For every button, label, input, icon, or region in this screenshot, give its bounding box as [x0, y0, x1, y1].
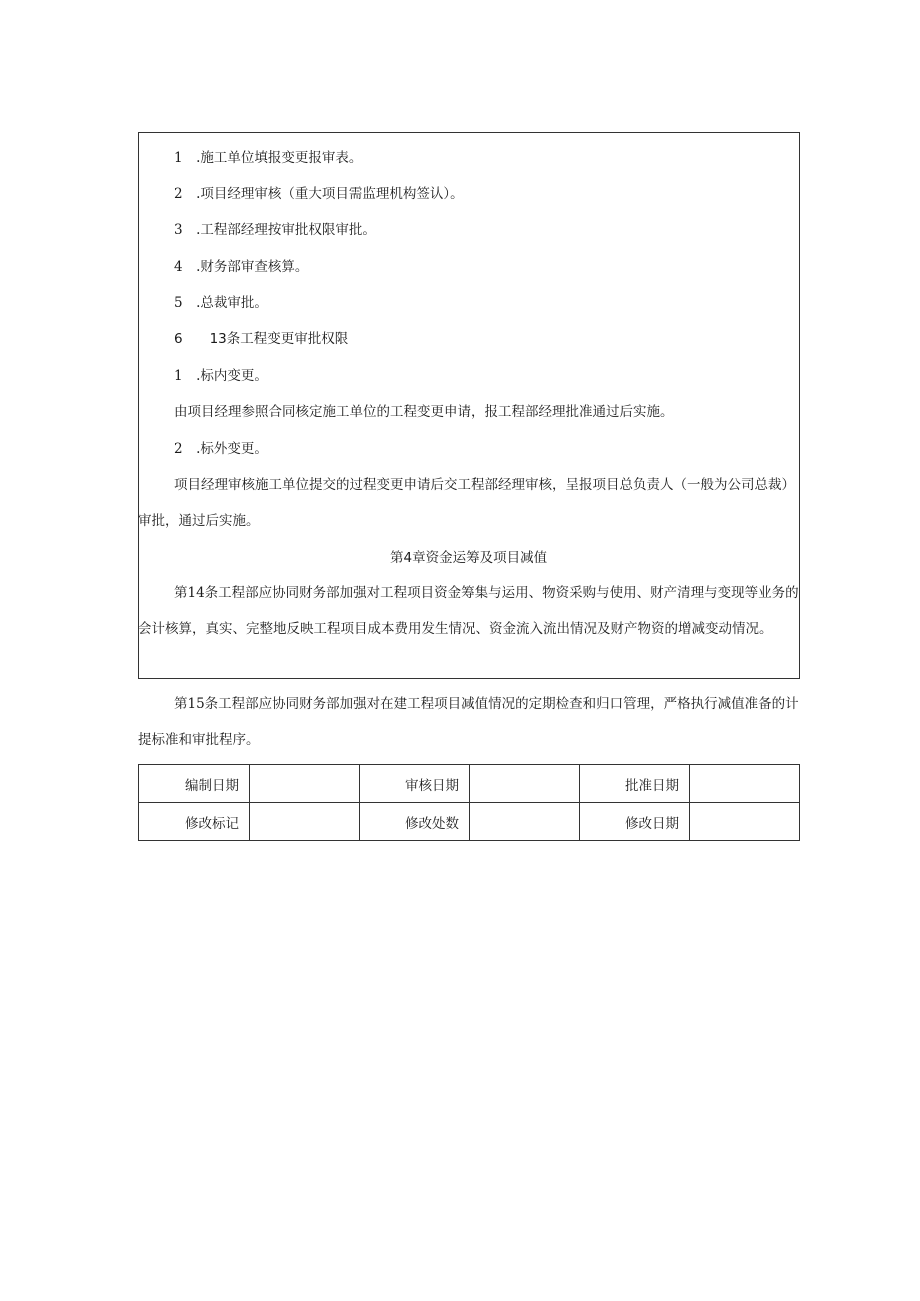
compile-date-value [250, 765, 360, 803]
revision-mark-label: 修改标记 [139, 803, 250, 841]
review-date-label: 审核日期 [360, 765, 470, 803]
compile-date-label: 编制日期 [139, 765, 250, 803]
revision-mark-value [250, 803, 360, 841]
paragraph-approval: 项目经理审核施工单位提交的过程变更申请后交工程部经理审核，呈报项目总负责人（一般为公司总裁）审批，通过后实施。 [138, 477, 795, 529]
review-date-value [470, 765, 580, 803]
approval-date-label: 批准日期 [580, 765, 690, 803]
list-item: 2 .项目经理审核（重大项目需监理机构签认）。 [174, 186, 464, 202]
list-item: 1 .标内变更。 [174, 368, 268, 384]
article-14: 第14条工程部应协同财务部加强对工程项目资金筹集与运用、物资采购与使用、财产清理与变现等业务的会计核算，真实、完整地反映工程项目成本费用发生情况、资金流入流出情况及财产物资的增减变动情况。 [138, 585, 799, 637]
revision-date-value [690, 803, 800, 841]
chapter-title: 第4章资金运筹及项目减值 [390, 550, 548, 566]
revision-table [138, 764, 800, 841]
revision-count-label: 修改处数 [360, 803, 470, 841]
list-item: 3 .工程部经理按审批权限审批。 [174, 222, 376, 238]
article-15: 第15条工程部应协同财务部加强对在建工程项目减值情况的定期检查和归口管理，严格执行减值准备的计提标准和审批程序。 [138, 696, 799, 748]
list-item: 1 .施工单位填报变更报审表。 [174, 150, 363, 166]
revision-count-value [470, 803, 580, 841]
list-item: 5 .总裁审批。 [174, 295, 268, 311]
paragraph: 由项目经理参照合同核定施工单位的工程变更申请，报工程部经理批准通过后实施。 [174, 404, 674, 420]
approval-date-value [690, 765, 800, 803]
table-row [139, 803, 800, 841]
revision-date-label: 修改日期 [580, 803, 690, 841]
list-item: 2 .标外变更。 [174, 441, 268, 457]
list-item: 4 .财务部审查核算。 [174, 259, 309, 275]
article-13-heading: 6 13条工程变更审批权限 [174, 331, 349, 347]
table-row [139, 765, 800, 803]
